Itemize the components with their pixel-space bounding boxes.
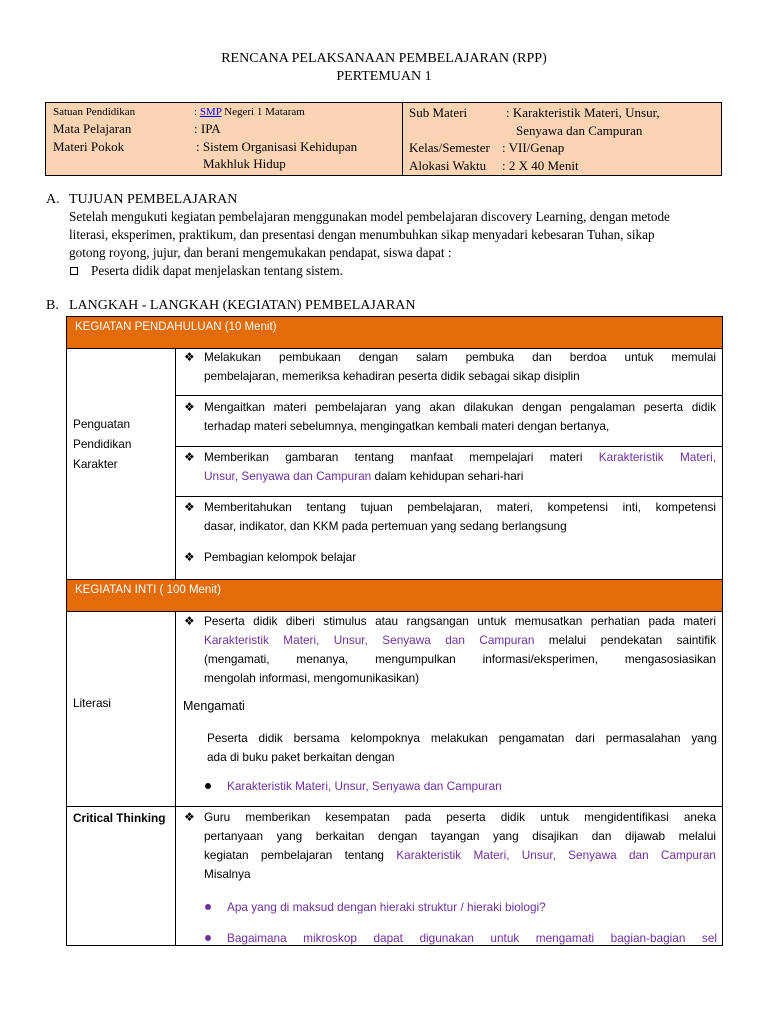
column-divider — [175, 612, 176, 946]
diamond-bullet-icon: ❖ — [184, 810, 195, 824]
alokasi-label: Alokasi Waktu — [409, 158, 487, 173]
inti-header — [66, 579, 723, 612]
mapel-value: : IPA — [194, 121, 221, 136]
materi-value-1: : Sistem Organisasi Kehidupan — [196, 139, 358, 154]
alokasi-value: : 2 X 40 Menit — [502, 158, 579, 173]
penguatan-label — [73, 414, 131, 474]
critical-line-3 — [204, 846, 716, 865]
bullet-dot-icon — [205, 783, 211, 789]
kelas-value: : VII/Genap — [502, 140, 565, 155]
inti-item-1-line-1: Peserta didik diberi stimulus atau rangsangan untuk memusatkan perhatian pada materi — [204, 614, 716, 628]
inti-topic: Karakteristik Materi, Unsur, Senyawa dan Campuran — [204, 633, 535, 647]
section-a-para-3: gotong royong, jujur, dan berani mengemukakan pendapat, siswa dapat : — [69, 245, 452, 260]
section-a-para-2: literasi, eksperimen, praktikum, dan presentasi dengan menumbuhkan sikap menyadari kebesaran Tuhan, sikap — [69, 227, 655, 242]
penguatan-label-3: Karakter — [73, 457, 118, 471]
table-border — [722, 349, 723, 580]
inti-item-1-line-2 — [204, 631, 716, 650]
row-divider — [66, 806, 723, 807]
penguatan-label-2: Pendidikan — [73, 437, 132, 451]
activities-table — [66, 316, 723, 946]
critical-thinking-label: Critical Thinking — [73, 811, 166, 825]
row-divider — [175, 395, 723, 396]
mapel-label: Mata Pelajaran — [53, 121, 132, 136]
document-subtitle: PERTEMUAN 1 — [336, 69, 432, 84]
diamond-bullet-icon: ❖ — [184, 550, 195, 564]
pendahuluan-item-1-line-1: Melakukan pembukaan dengan salam pembuka dan berdoa untuk memulai — [204, 350, 716, 364]
table-border — [722, 612, 723, 946]
mengamati-line-2: ada di buku paket berkaitan dengan — [207, 750, 395, 764]
inti-header-text: KEGIATAN INTI ( 100 Menit) — [75, 584, 221, 596]
literasi-label: Literasi — [73, 696, 112, 710]
section-b-letter: B. — [46, 298, 59, 313]
section-b-heading: LANGKAH - LANGKAH (KEGIATAN) PEMBELAJARAN — [69, 298, 416, 313]
diamond-bullet-icon: ❖ — [184, 350, 195, 364]
satuan-colon: : — [194, 106, 198, 118]
pendahuluan-item-1-line-2: pembelajaran, memeriksa kehadiran peserta didik sebagai sikap disiplin — [204, 369, 580, 383]
materi-label: Materi Pokok — [53, 139, 125, 154]
pendahuluan-item-2-line-1: Mengaitkan materi pembelajaran yang akan dilakukan dengan pengalaman peserta didik — [204, 400, 716, 414]
critical-topic: Karakteristik Materi, Unsur, Senyawa dan Campuran — [396, 848, 716, 862]
section-a-letter: A. — [46, 192, 60, 207]
critical-line-4: Misalnya — [204, 867, 251, 881]
diamond-bullet-icon: ❖ — [184, 500, 195, 514]
item-3-text-cont: dalam kehidupan sehari-hari — [371, 469, 524, 483]
column-divider — [175, 349, 176, 580]
bullet-dot-icon — [205, 935, 211, 941]
diamond-bullet-icon: ❖ — [184, 450, 195, 464]
section-a-bullet: Peserta didik dapat menjelaskan tentang sistem. — [91, 263, 343, 278]
materi-value-2: Makhluk Hidup — [203, 156, 286, 171]
pendahuluan-item-4-line-2: dasar, indikator, dan KKM pada pertemuan yang sedang berlangsung — [204, 519, 567, 533]
section-a-heading: TUJUAN PEMBELAJARAN — [69, 192, 238, 207]
diamond-bullet-icon: ❖ — [184, 400, 195, 414]
pendahuluan-item-3-line-2 — [204, 467, 523, 486]
sub-materi-label: Sub Materi — [409, 105, 468, 120]
mengamati-line-1: Peserta didik bersama kelompoknya melakukan pengamatan dari permasalahan yang — [207, 731, 717, 745]
pendahuluan-item-5: Pembagian kelompok belajar — [204, 550, 357, 564]
diamond-bullet-icon: ❖ — [184, 614, 195, 628]
header-divider — [402, 103, 403, 175]
critical-line-1: Guru memberikan kesempatan pada peserta didik untuk mengidentifikasi aneka — [204, 810, 716, 824]
inti-item-1-line-4: mengolah informasi, mengomunikasikan) — [204, 671, 420, 685]
sub-materi-value-2: Senyawa dan Campuran — [516, 123, 643, 138]
mengamati-heading: Mengamati — [183, 699, 245, 713]
satuan-label: Satuan Pendidikan — [53, 106, 136, 118]
square-bullet-icon — [70, 267, 78, 275]
pendahuluan-item-4-line-1: Memberitahukan tentang tujuan pembelajaran, materi, kompetensi inti, kompetensi — [204, 500, 716, 514]
question-2: Bagaimana mikroskop dapat digunakan untuk mengamati bagian-bagian sel — [227, 931, 717, 945]
mengamati-bullet: Karakteristik Materi, Unsur, Senyawa dan Campuran — [227, 779, 502, 793]
pendahuluan-header — [66, 316, 723, 349]
row-divider — [175, 496, 723, 497]
bullet-dot-icon — [205, 904, 211, 910]
kelas-label: Kelas/Semester — [409, 140, 490, 155]
table-border — [66, 612, 67, 946]
item-3-text: Memberikan gambaran tentang manfaat mempelajari materi — [204, 450, 599, 464]
header-info-box — [45, 102, 722, 176]
document-title: RENCANA PELAKSANAAN PEMBELAJARAN (RPP) — [221, 51, 547, 66]
row-divider — [175, 446, 723, 447]
critical-text: kegiatan pembelajaran tentang — [204, 848, 397, 862]
pendahuluan-item-2-line-2: terhadap materi sebelumnya, mengingatkan kembali materi dengan bertanya, — [204, 419, 610, 433]
satuan-value — [194, 104, 305, 121]
table-border — [66, 349, 67, 580]
pendahuluan-item-3-line-1 — [204, 448, 716, 467]
inti-item-1-line-3: (mengamati, menanya, mengumpulkan informasi/eksperimen, mengasosiasikan — [204, 652, 716, 666]
item-3-topic-cont: Unsur, Senyawa dan Campuran — [204, 469, 372, 483]
item-3-topic: Karakteristik Materi, — [598, 450, 717, 464]
satuan-value-rest: Negeri 1 Mataram — [221, 106, 305, 118]
penguatan-label-1: Penguatan — [73, 417, 131, 431]
smp-link[interactable]: SMP — [199, 106, 222, 118]
critical-line-2: pertanyaan yang berkaitan dengan tayangan yang disajikan dan dijawab melalui — [204, 829, 716, 843]
question-1: Apa yang di maksud dengan hieraki struktur / hieraki biologi? — [227, 900, 546, 914]
pendahuluan-header-text: KEGIATAN PENDAHULUAN (10 Menit) — [75, 321, 277, 333]
inti-text: melalui pendekatan saintifik — [534, 633, 716, 647]
section-a-para-1: Setelah mengukuti kegiatan pembelajaran menggunakan model pembelajaran discovery Learning, dengan metode — [69, 209, 670, 224]
sub-materi-value-1: : Karakteristik Materi, Unsur, — [506, 105, 660, 120]
